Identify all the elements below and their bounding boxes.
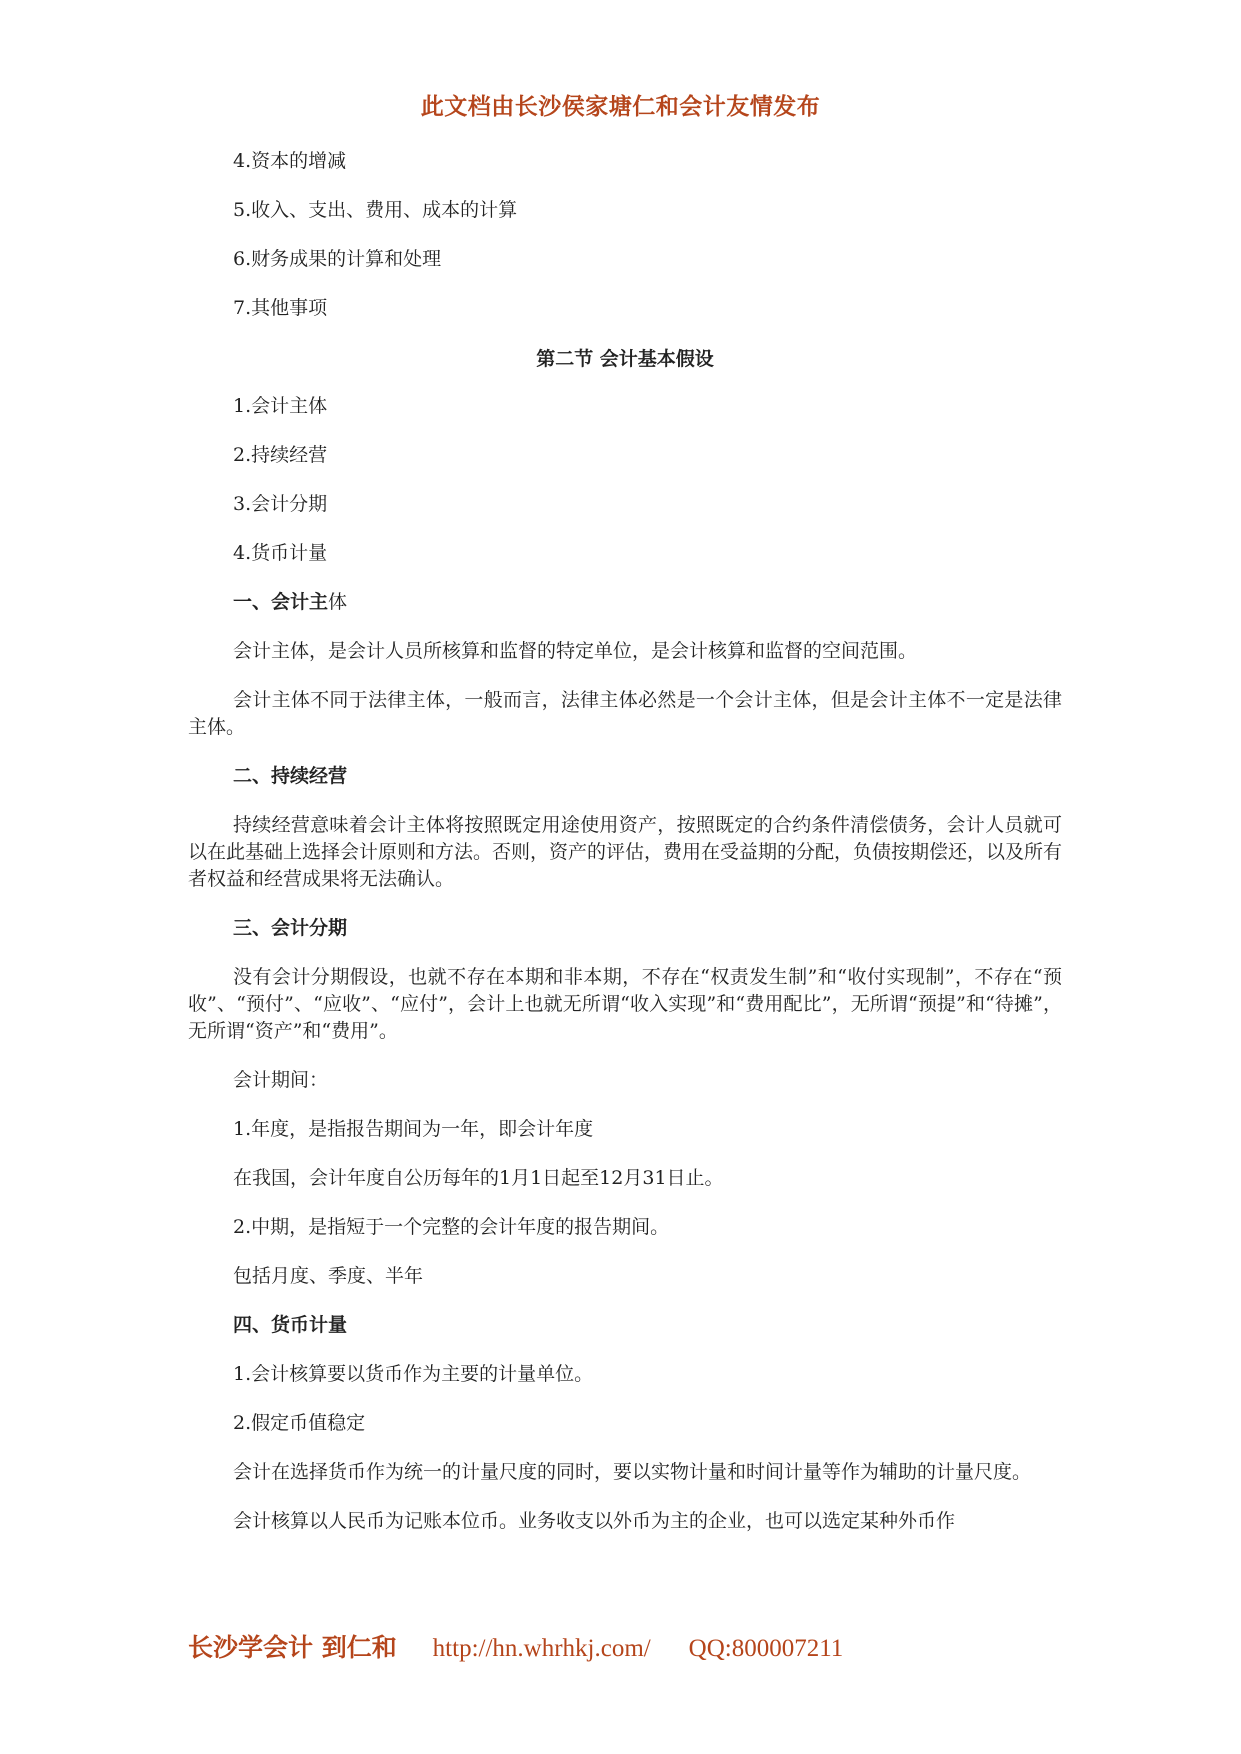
paragraph: 1.会计核算要以货币作为主要的计量单位。 bbox=[233, 1363, 594, 1385]
assumption-item: 4.货币计量 bbox=[233, 542, 328, 564]
heading-monetary-measurement: 四、货币计量 bbox=[233, 1314, 348, 1336]
paragraph: 2.假定币值稳定 bbox=[233, 1412, 366, 1434]
assumption-item: 3.会计分期 bbox=[233, 493, 328, 515]
paragraph: 会计期间： bbox=[233, 1069, 329, 1091]
heading-bold-part: 一、会计主 bbox=[233, 591, 329, 613]
page-footer bbox=[188, 1628, 1088, 1664]
assumption-item: 1.会计主体 bbox=[233, 395, 328, 417]
paragraph: 会计在选择货币作为统一的计量尺度的同时，要以实物计量和时间计量等作为辅助的计量尺度。 bbox=[233, 1461, 1032, 1483]
paragraph: 在我国，会计年度自公历每年的1月1日起至12月31日止。 bbox=[233, 1167, 724, 1189]
list-item: 5.收入、支出、费用、成本的计算 bbox=[233, 199, 518, 221]
footer-slogan: 长沙学会计 到仁和 bbox=[188, 1633, 397, 1662]
heading-accounting-period: 三、会计分期 bbox=[233, 917, 348, 939]
list-item: 7.其他事项 bbox=[233, 297, 328, 319]
paragraph: 会计主体不同于法律主体，一般而言，法律主体必然是一个会计主体，但是会计主体不一定是法律主体。 bbox=[188, 689, 1062, 738]
paragraph: 会计主体，是会计人员所核算和监督的特定单位，是会计核算和监督的空间范围。 bbox=[233, 640, 918, 662]
paragraph: 没有会计分期假设，也就不存在本期和非本期，不存在“权责发生制”和“收付实现制”，不存在“预收”、“预付”、“应收”、“应付”，会计上也就无所谓“收入实现”和“费用配比”，无所谓“预提”和“待摊”，无所谓“资产”和“费用”。 bbox=[188, 966, 1062, 1042]
list-item: 6.财务成果的计算和处理 bbox=[233, 248, 442, 270]
heading-normal-part: 体 bbox=[328, 591, 348, 613]
footer-qq: QQ:800007211 bbox=[688, 1635, 844, 1662]
document-body bbox=[188, 148, 1062, 1557]
paragraph: 包括月度、季度、半年 bbox=[233, 1265, 424, 1287]
heading-accounting-entity bbox=[188, 589, 1062, 616]
heading-going-concern: 二、持续经营 bbox=[233, 765, 348, 787]
list-item: 4.资本的增减 bbox=[233, 150, 347, 172]
paragraph: 2.中期，是指短于一个完整的会计年度的报告期间。 bbox=[233, 1216, 670, 1238]
assumption-item: 2.持续经营 bbox=[233, 444, 328, 466]
paragraph: 1.年度，是指报告期间为一年，即会计年度 bbox=[233, 1118, 594, 1140]
paragraph: 持续经营意味着会计主体将按照既定用途使用资产，按照既定的合约条件清偿债务，会计人员就可以在此基础上选择会计原则和方法。否则，资产的评估，费用在受益期的分配，负债按期偿还，以及所有者权益和经营成果将无法确认。 bbox=[188, 814, 1063, 890]
section-title: 第二节 会计基本假设 bbox=[536, 348, 714, 370]
footer-url-link[interactable]: http://hn.whrhkj.com/ bbox=[432, 1635, 651, 1662]
paragraph: 会计核算以人民币为记账本位币。业务收支以外币为主的企业，也可以选定某种外币作 bbox=[233, 1510, 956, 1532]
page-header-title: 此文档由长沙侯家塘仁和会计友情发布 bbox=[420, 94, 821, 120]
